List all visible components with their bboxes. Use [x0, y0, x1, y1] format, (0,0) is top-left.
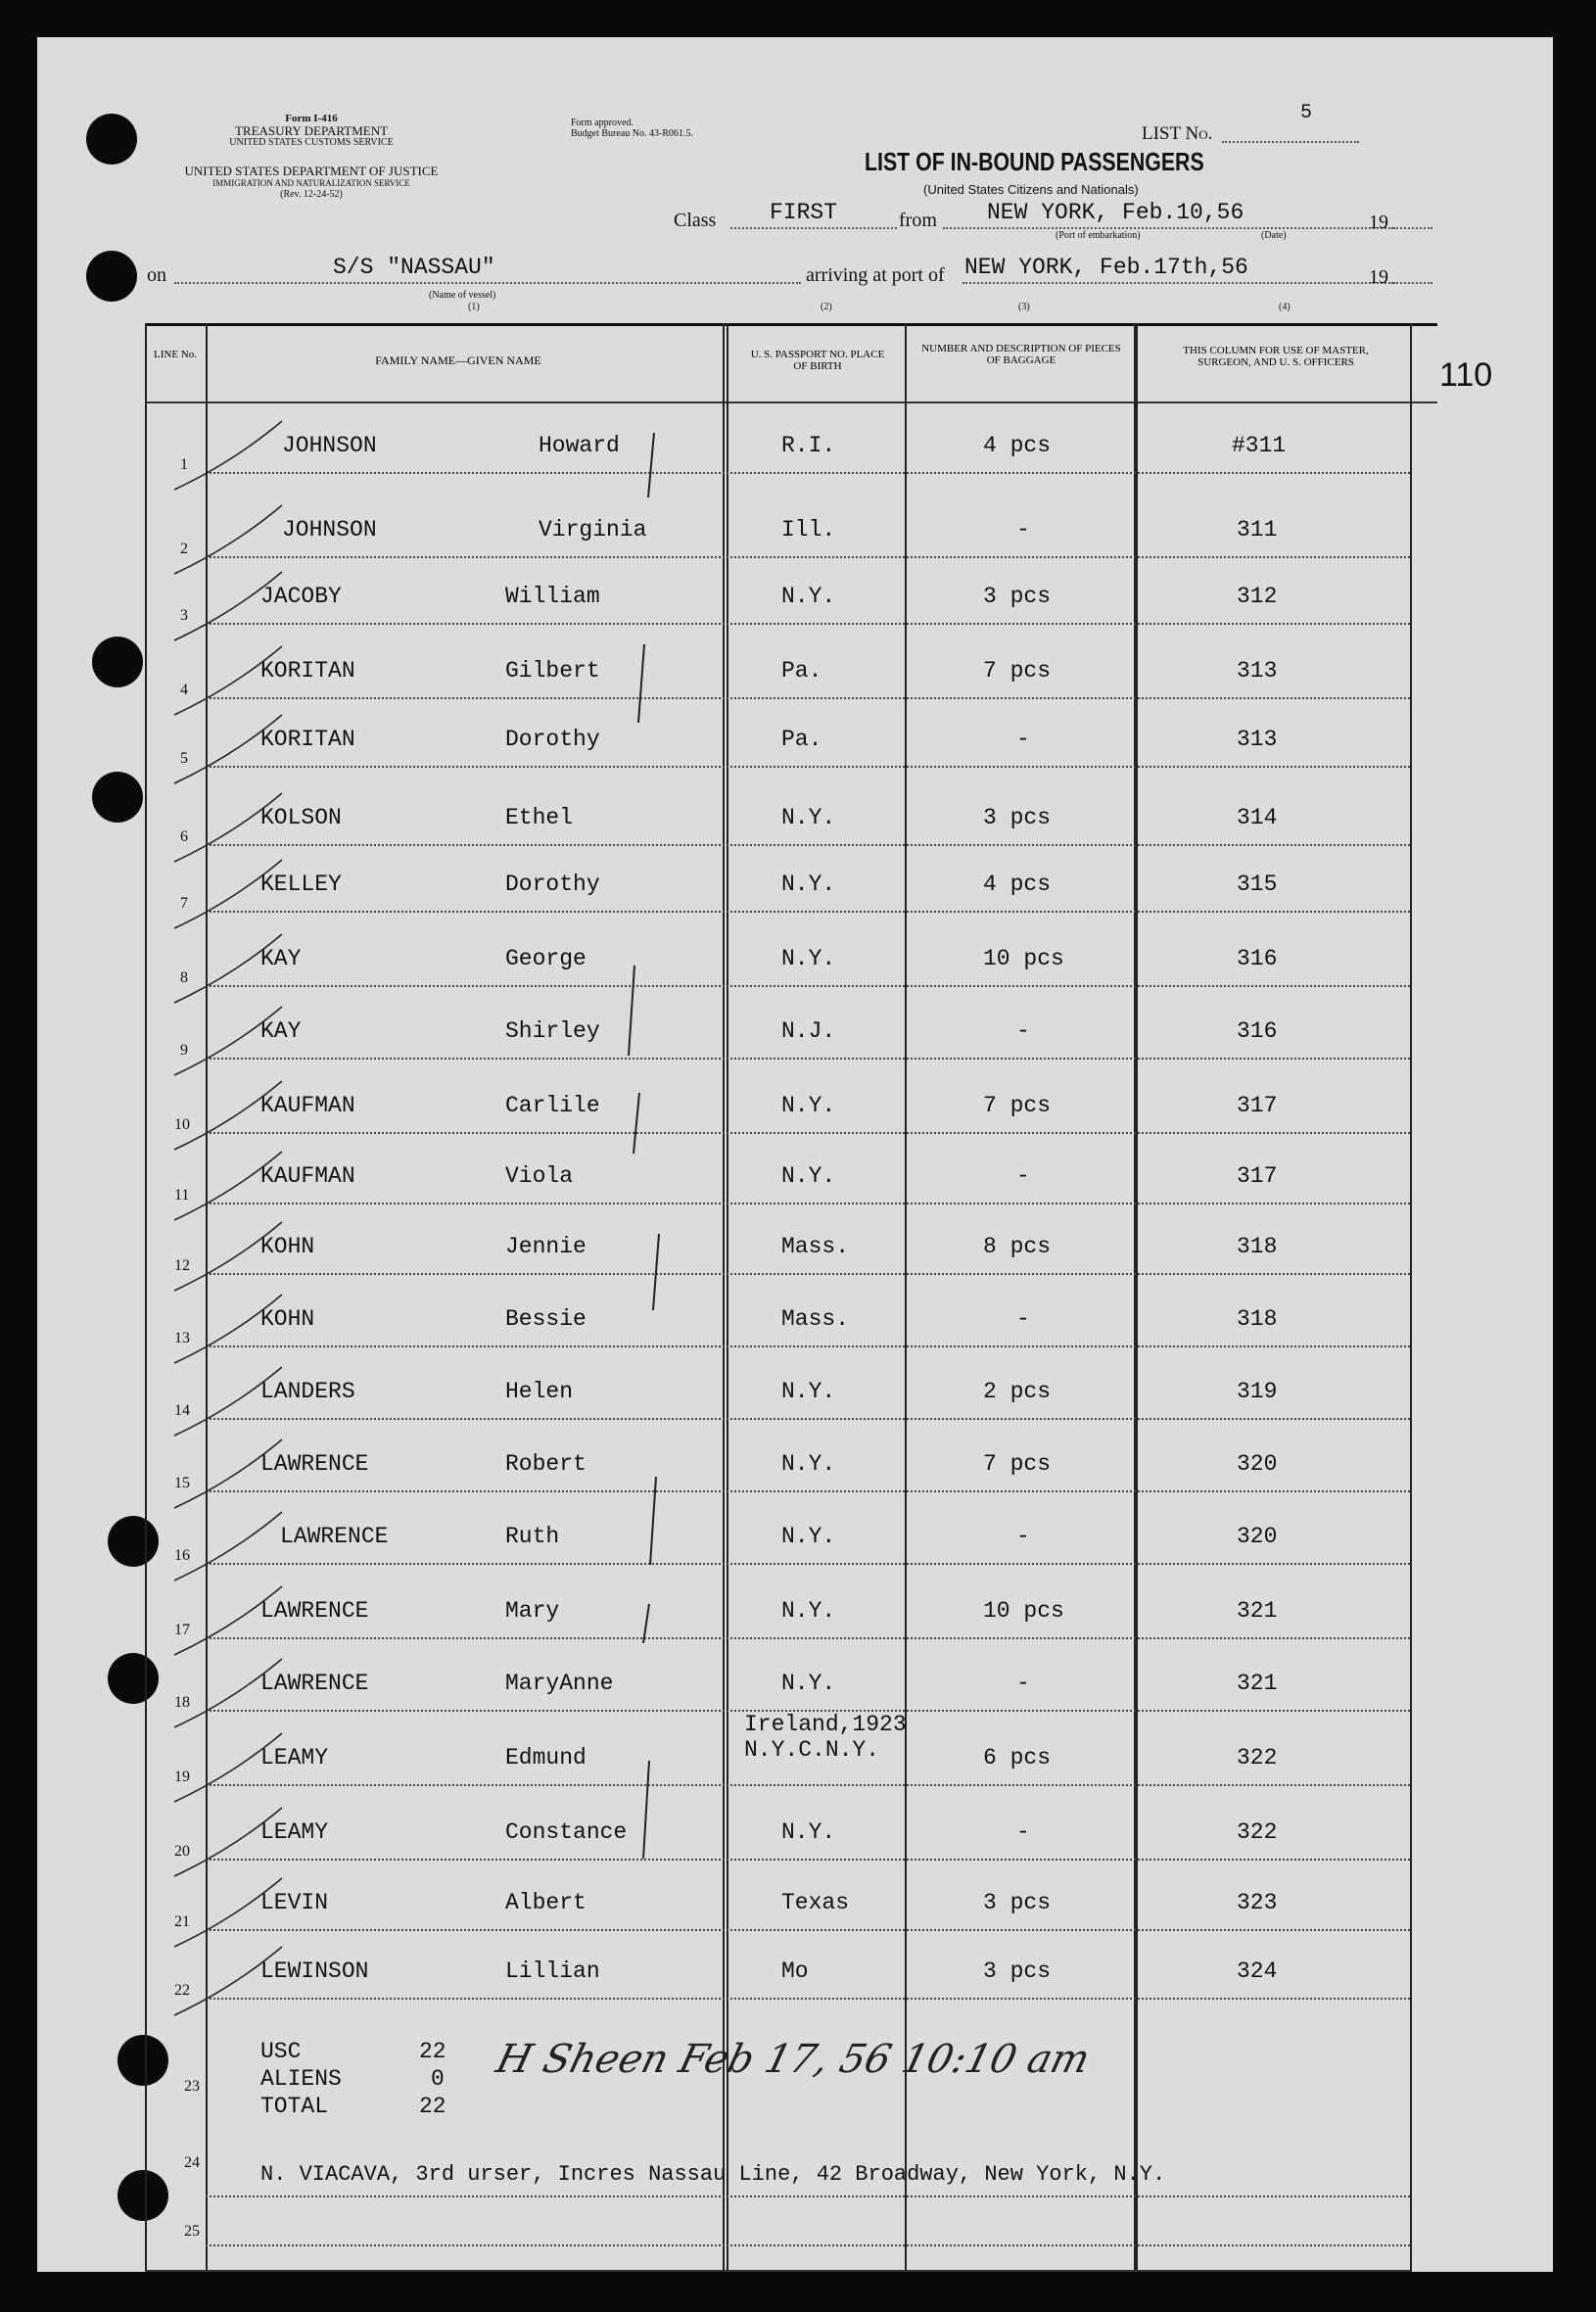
baggage-pieces: 7 pcs [983, 1451, 1052, 1477]
passenger-given-name: Howard [539, 433, 620, 458]
baggage-pieces: 6 pcs [983, 1745, 1052, 1770]
passenger-given-name: Carlile [505, 1093, 600, 1118]
row-rule [206, 1998, 1410, 2000]
passenger-family-name: KORITAN [260, 658, 355, 684]
passport-place-of-birth: N.J. [781, 1018, 836, 1044]
line-number: 20 [174, 1843, 190, 1860]
arriving-value: NEW YORK, Feb.17th,56 [964, 255, 1248, 280]
baggage-pieces: - [1016, 1819, 1030, 1845]
aliens-value: 0 [431, 2066, 445, 2092]
passenger-given-name: Robert [505, 1451, 587, 1477]
passport-place-of-birth: N.Y. [781, 1671, 836, 1696]
officer-use-number: 322 [1237, 1819, 1278, 1845]
officer-use-number: 311 [1237, 517, 1278, 543]
baggage-pieces: 7 pcs [983, 1093, 1052, 1118]
page-subtitle: (United States Citizens and Nationals) [923, 182, 1139, 197]
usc-value: 22 [419, 2039, 446, 2064]
passenger-given-name: Ruth [505, 1524, 560, 1549]
passport-place-of-birth: N.Y. [781, 584, 836, 609]
line-number: 5 [180, 750, 188, 767]
row-rule [206, 911, 1410, 913]
ins-service: IMMIGRATION AND NATURALIZATION SERVICE [212, 178, 410, 188]
row-rule [206, 844, 1410, 846]
officer-use-number: 316 [1237, 946, 1278, 971]
punch-hole [108, 1516, 159, 1567]
passenger-family-name: LEWINSON [260, 1958, 369, 1984]
officer-use-number: 317 [1237, 1093, 1278, 1118]
column-header-name: FAMILY NAME—GIVEN NAME [375, 354, 541, 367]
officer-use-number: 322 [1237, 1745, 1278, 1770]
punch-hole [92, 772, 143, 823]
passenger-family-name: KAUFMAN [260, 1093, 355, 1118]
passenger-family-name: KOLSON [260, 805, 342, 830]
baggage-pieces: - [1016, 727, 1030, 752]
passenger-family-name: KAUFMAN [260, 1163, 355, 1189]
baggage-pieces: 4 pcs [983, 872, 1052, 897]
passenger-family-name: JACOBY [260, 584, 342, 609]
year-suffix-1: 19 [1369, 212, 1388, 233]
row-rule [206, 1563, 1410, 1565]
total-label: TOTAL [260, 2094, 329, 2119]
passport-place-of-birth: Pa. [781, 727, 822, 752]
officer-use-number: 321 [1237, 1671, 1278, 1696]
row-rule [206, 1784, 1410, 1786]
passport-place-of-birth: N.Y. [781, 1819, 836, 1845]
passenger-given-name: Dorothy [505, 727, 600, 752]
punch-hole [86, 251, 137, 302]
passenger-family-name: LAWRENCE [260, 1671, 369, 1696]
row-rule [206, 1418, 1410, 1420]
row-rule [206, 985, 1410, 987]
punch-hole [86, 114, 137, 165]
line-number: 16 [174, 1547, 190, 1564]
passenger-given-name: Constance [505, 1819, 628, 1845]
baggage-pieces: - [1016, 1306, 1030, 1332]
check-tick [638, 644, 644, 723]
baggage-pieces: - [1016, 1163, 1030, 1189]
officer-use-number: 313 [1237, 658, 1278, 684]
baggage-pieces: 10 pcs [983, 946, 1064, 971]
line-number: 6 [180, 828, 188, 845]
row-rule [206, 1637, 1410, 1639]
passenger-given-name: Bessie [505, 1306, 587, 1332]
row-rule [206, 556, 1410, 558]
baggage-pieces: - [1016, 1671, 1030, 1696]
officer-use-number: 324 [1237, 1958, 1278, 1984]
passenger-given-name: Gilbert [505, 658, 600, 684]
line-number: 3 [180, 607, 188, 624]
passenger-family-name: KAY [260, 1018, 302, 1044]
line-number: 10 [174, 1116, 190, 1133]
passenger-family-name: KOHN [260, 1306, 315, 1332]
column-header-officers: THIS COLUMN FOR USE OF MASTER, SURGEON, AND U. S. OFFICERS [1183, 345, 1369, 368]
check-tick [629, 966, 634, 1056]
baggage-pieces: 3 pcs [983, 1958, 1052, 1984]
passenger-family-name: KELLEY [260, 872, 342, 897]
officer-use-number: 316 [1237, 1018, 1278, 1044]
year-suffix-2: 19 [1369, 266, 1388, 288]
row-rule [206, 1490, 1410, 1492]
passport-place-of-birth: N.Y. [781, 1379, 836, 1404]
line-number: 15 [174, 1475, 190, 1491]
baggage-pieces: 2 pcs [983, 1379, 1052, 1404]
line-number: 2 [180, 541, 188, 557]
passenger-given-name: George [505, 946, 587, 971]
officer-use-number: 314 [1237, 805, 1278, 830]
row-rule [206, 472, 1410, 474]
check-mark [174, 421, 282, 490]
baggage-pieces: 8 pcs [983, 1234, 1052, 1259]
row-rule [206, 1203, 1410, 1204]
passenger-given-name: Lillian [505, 1958, 600, 1984]
class-label: Class [674, 210, 717, 231]
on-label: on [147, 264, 166, 286]
passenger-given-name: Virginia [539, 517, 647, 543]
purser-line: N. VIACAVA, 3rd urser, Incres Nassau Line, 42 Broadway, New York, N.Y. [260, 2162, 1166, 2187]
passenger-given-name: Viola [505, 1163, 574, 1189]
arriving-label: arriving at port of [806, 264, 945, 286]
passenger-given-name: Shirley [505, 1018, 600, 1044]
row-rule [206, 1859, 1410, 1861]
list-no-value: 5 [1300, 102, 1313, 124]
check-tick [643, 1761, 649, 1859]
line-number: 12 [174, 1257, 190, 1274]
line-number: 22 [174, 1982, 190, 1999]
passenger-family-name: KORITAN [260, 727, 355, 752]
from-value: NEW YORK, Feb.10,56 [987, 200, 1244, 225]
passport-place-of-birth: Ill. [781, 517, 836, 543]
passenger-given-name: Albert [505, 1890, 587, 1915]
passenger-given-name: Jennie [505, 1234, 587, 1259]
check-tick [648, 433, 654, 497]
row-rule [206, 1132, 1410, 1134]
officer-use-number: 315 [1237, 872, 1278, 897]
passport-place-of-birth: N.Y. [781, 1598, 836, 1624]
passenger-family-name: LAWRENCE [280, 1524, 389, 1549]
customs-service: UNITED STATES CUSTOMS SERVICE [229, 137, 394, 148]
column-header-passport: U. S. PASSPORT NO. PLACE OF BIRTH [750, 349, 885, 372]
row-rule [206, 1058, 1410, 1060]
page-title: LIST OF IN-BOUND PASSENGERS [865, 147, 1204, 176]
row-rule [206, 697, 1410, 699]
officer-use-number: 313 [1237, 727, 1278, 752]
line-number: 8 [180, 969, 188, 986]
passenger-family-name: KAY [260, 946, 302, 971]
baggage-pieces: 3 pcs [983, 584, 1052, 609]
punch-hole [117, 2170, 168, 2221]
passenger-family-name: KOHN [260, 1234, 315, 1259]
side-number: 110 [1439, 356, 1493, 394]
row-rule [206, 1273, 1410, 1275]
usc-label: USC [260, 2039, 302, 2064]
line-number-25: 25 [184, 2223, 200, 2240]
passenger-given-name: Helen [505, 1379, 574, 1404]
check-tick [653, 1234, 659, 1310]
class-value: FIRST [770, 200, 838, 225]
total-value: 22 [419, 2094, 446, 2119]
passenger-family-name: JOHNSON [282, 433, 377, 458]
list-no-label: LIST No. [1142, 123, 1213, 144]
check-mark [174, 505, 282, 574]
line-number: 9 [180, 1042, 188, 1059]
passport-place-of-birth: Mass. [781, 1234, 850, 1259]
punch-hole [92, 637, 143, 687]
line-number: 11 [174, 1187, 190, 1203]
vessel-caption: (Name of vessel) [429, 290, 496, 301]
passenger-family-name: LEVIN [260, 1890, 329, 1915]
passenger-given-name: William [505, 584, 600, 609]
revision-date: (Rev. 12-24-52) [280, 189, 343, 200]
passport-place-of-birth: Texas [781, 1890, 850, 1915]
baggage-pieces: 10 pcs [983, 1598, 1064, 1624]
officer-use-number: 320 [1237, 1524, 1278, 1549]
officer-use-number: 323 [1237, 1890, 1278, 1915]
date-caption: (Date) [1261, 230, 1287, 241]
form-approved: Form approved. [571, 118, 634, 128]
officer-use-number: 318 [1237, 1234, 1278, 1259]
line-number: 19 [174, 1769, 190, 1785]
officer-use-number: 319 [1237, 1379, 1278, 1404]
line-number: 21 [174, 1913, 190, 1930]
port-embarkation-caption: (Port of embarkation) [1056, 230, 1141, 241]
check-mark [174, 1512, 282, 1581]
passport-place-of-birth: R.I. [781, 433, 836, 458]
row-rule [206, 623, 1410, 625]
column-number-3: (3) [1018, 302, 1030, 312]
officer-use-number: 318 [1237, 1306, 1278, 1332]
budget-bureau: Budget Bureau No. 43-R061.5. [571, 128, 693, 139]
passport-place-of-birth: N.Y. [781, 805, 836, 830]
passenger-family-name: LAWRENCE [260, 1451, 369, 1477]
baggage-pieces: - [1016, 1524, 1030, 1549]
form-number: Form I-416 [285, 113, 338, 124]
document-page [37, 37, 1553, 2272]
inspector-signature: H Sheen Feb 17, 56 10:10 am [492, 2037, 1095, 2082]
column-number-1: (1) [468, 302, 480, 312]
passport-place-of-birth: N.Y. [781, 1093, 836, 1118]
column-header-line-no: LINE No. [154, 349, 197, 360]
row-rule [206, 766, 1410, 768]
baggage-pieces: 3 pcs [983, 805, 1052, 830]
line-number: 18 [174, 1694, 190, 1711]
passenger-given-name: Dorothy [505, 872, 600, 897]
aliens-label: ALIENS [260, 2066, 342, 2092]
line-number: 14 [174, 1402, 190, 1419]
passenger-family-name: LEAMY [260, 1819, 329, 1845]
passenger-given-name: Mary [505, 1598, 560, 1624]
passenger-given-name: MaryAnne [505, 1671, 614, 1696]
line-number: 4 [180, 682, 188, 698]
punch-hole [108, 1653, 159, 1704]
baggage-pieces: 7 pcs [983, 658, 1052, 684]
column-number-4: (4) [1279, 302, 1291, 312]
line-number-23: 23 [184, 2078, 200, 2095]
check-tick [634, 1093, 639, 1154]
passport-place-of-birth: Pa. [781, 658, 822, 684]
passport-place-of-birth: Mo [781, 1958, 809, 1984]
row-rule [206, 1345, 1410, 1347]
justice-department: UNITED STATES DEPARTMENT OF JUSTICE [184, 164, 439, 178]
baggage-pieces: - [1016, 1018, 1030, 1044]
officer-use-number: 321 [1237, 1598, 1278, 1624]
line-number: 7 [180, 895, 188, 912]
line-number: 13 [174, 1330, 190, 1346]
passenger-family-name: LAWRENCE [260, 1598, 369, 1624]
passport-place-of-birth: N.Y. [781, 872, 836, 897]
passport-place-of-birth: Ireland,1923 N.Y.C.N.Y. [744, 1712, 907, 1763]
passenger-family-name: LEAMY [260, 1745, 329, 1770]
passenger-given-name: Edmund [505, 1745, 587, 1770]
line-number: 17 [174, 1622, 190, 1638]
passport-place-of-birth: N.Y. [781, 946, 836, 971]
row-rule [206, 1929, 1410, 1931]
from-label: from [899, 210, 937, 231]
officer-use-number: 320 [1237, 1451, 1278, 1477]
line-number: 1 [180, 456, 188, 473]
officer-use-number: 312 [1237, 584, 1278, 609]
officer-use-number: 317 [1237, 1163, 1278, 1189]
officer-use-number: #311 [1232, 433, 1287, 458]
column-number-2: (2) [821, 302, 832, 312]
passenger-given-name: Ethel [505, 805, 574, 830]
passport-place-of-birth: N.Y. [781, 1524, 836, 1549]
baggage-pieces: 4 pcs [983, 433, 1052, 458]
treasury-department: TREASURY DEPARTMENT [234, 123, 389, 138]
passport-place-of-birth: N.Y. [781, 1451, 836, 1477]
passport-place-of-birth: N.Y. [781, 1163, 836, 1189]
passenger-family-name: LANDERS [260, 1379, 355, 1404]
column-header-baggage: NUMBER AND DESCRIPTION OF PIECES OF BAGGAGE [921, 343, 1121, 366]
line-number-24: 24 [184, 2154, 200, 2171]
punch-hole [117, 2035, 168, 2086]
baggage-pieces: 3 pcs [983, 1890, 1052, 1915]
baggage-pieces: - [1016, 517, 1030, 543]
vessel-name: S/S "NASSAU" [333, 255, 495, 280]
pen-marks-overlay [37, 37, 1553, 2272]
passport-place-of-birth: Mass. [781, 1306, 850, 1332]
passenger-family-name: JOHNSON [282, 517, 377, 543]
